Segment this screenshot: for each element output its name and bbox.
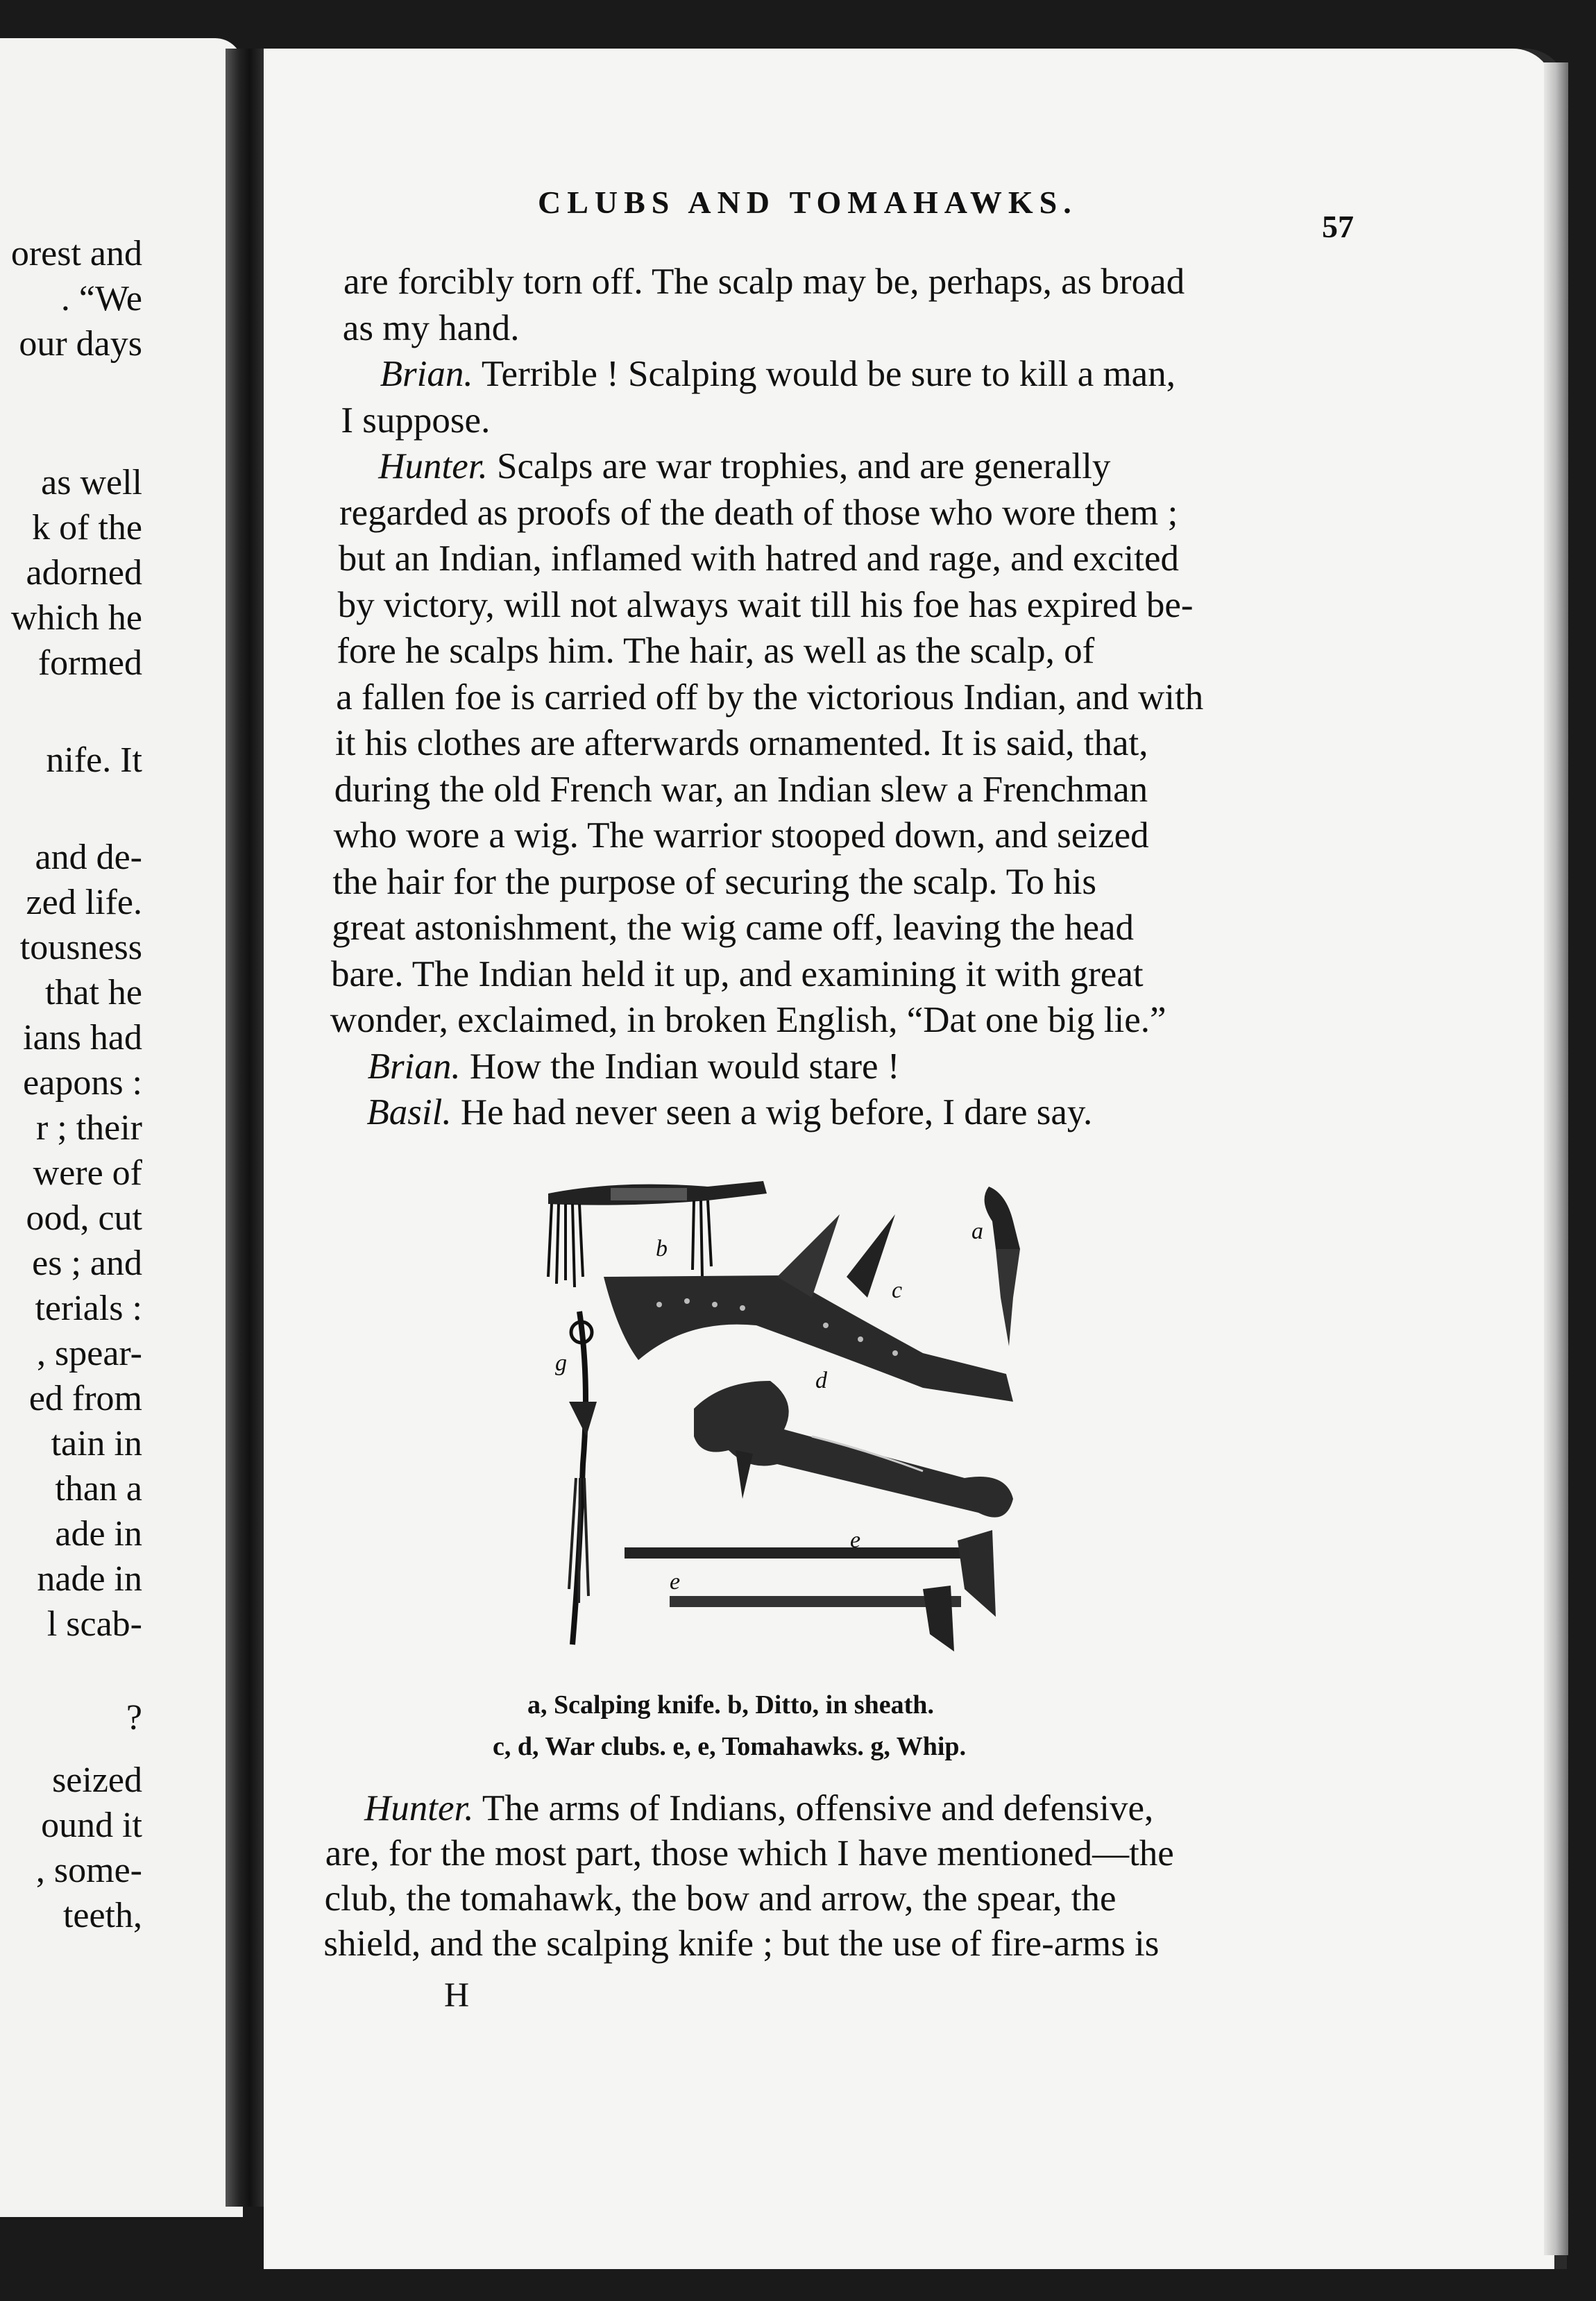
previous-page-line: ood, cut — [26, 1198, 142, 1238]
text-line — [332, 910, 1134, 946]
book-gutter — [226, 49, 266, 2207]
previous-page-line: tousness — [19, 928, 142, 967]
text-line — [336, 679, 1203, 716]
previous-page-line: , spear- — [37, 1334, 142, 1373]
previous-page-line: es ; and — [32, 1243, 142, 1283]
weapons-illustration — [534, 1173, 1089, 1686]
line-text: are forcibly torn off. The scalp may be, perhaps, as broad — [343, 262, 1185, 302]
line-text: wonder, exclaimed, in broken English, “Dat one big lie.” — [330, 1000, 1166, 1040]
previous-page-line: ians had — [23, 1018, 142, 1058]
line-text: it his clothes are afterwards ornamented. It is said, that, — [335, 723, 1148, 763]
previous-page-line: , some- — [35, 1851, 142, 1890]
label-b: b — [656, 1236, 668, 1262]
previous-page-line: ound it — [41, 1806, 142, 1845]
previous-page-line: that he — [44, 973, 142, 1012]
previous-page-line: ? — [126, 1698, 142, 1738]
text-line — [342, 307, 520, 348]
page-number: 57 — [1322, 209, 1354, 244]
speaker-name: Basil. — [366, 1092, 452, 1132]
line-text: club, the tomahawk, the bow and arrow, the spear, the — [324, 1878, 1117, 1919]
text-line — [334, 769, 1148, 810]
text-line — [325, 1880, 1117, 1917]
line-text: a fallen foe is carried off by the victorious Indian, and with — [336, 677, 1204, 718]
previous-page-line: orest and — [10, 234, 142, 273]
previous-page-line: our days — [19, 324, 142, 364]
line-text: by victory, will not always wait till his foe has expired be- — [337, 584, 1194, 625]
previous-page-line: and de- — [35, 838, 142, 877]
text-line — [337, 633, 1094, 670]
previous-page-line: nife. It — [46, 740, 142, 780]
text-line — [343, 264, 1185, 300]
line-text: He had never seen a wig before, I dare say. — [451, 1092, 1093, 1132]
label-g: g — [555, 1350, 567, 1376]
previous-page-line: ed from — [28, 1379, 142, 1418]
previous-page-line: seized — [52, 1760, 142, 1800]
speaker-name: Hunter. — [364, 1788, 474, 1828]
text-line — [334, 817, 1149, 854]
label-c: c — [892, 1277, 903, 1303]
speaker-name: Hunter. — [378, 446, 488, 486]
line-text: the hair for the purpose of securing the scalp. To his — [332, 861, 1097, 902]
text-line — [325, 1835, 1174, 1872]
previous-page-line: nade in — [37, 1559, 142, 1599]
label-a: a — [971, 1219, 983, 1244]
text-line — [368, 1048, 900, 1085]
line-text: The arms of Indians, offensive and defensive, — [473, 1788, 1154, 1828]
text-line — [364, 1790, 1153, 1827]
previous-page-line: tain in — [51, 1424, 142, 1463]
text-line — [323, 1926, 1159, 1962]
text-line — [366, 1094, 1092, 1131]
previous-page-line: . “We — [60, 279, 142, 319]
label-e2: e — [670, 1569, 681, 1595]
tomahawk-drawings — [625, 1530, 996, 1652]
previous-page-line: l scab- — [46, 1604, 142, 1644]
previous-page-line: k of the — [32, 508, 142, 547]
label-d: d — [815, 1368, 827, 1393]
line-text: regarded as proofs of the death of those who wore them ; — [339, 492, 1178, 533]
previous-page-line: r ; their — [35, 1108, 142, 1148]
sheath-drawing — [548, 1181, 767, 1287]
text-line — [331, 953, 1144, 994]
text-line — [339, 492, 1178, 533]
previous-page-line: which he — [10, 598, 142, 638]
figure-caption-line1: a, Scalping knife. b, Ditto, in sheath. — [527, 1690, 934, 1720]
previous-page-line: than a — [55, 1469, 142, 1509]
previous-page-line: were of — [33, 1153, 142, 1193]
text-line — [380, 356, 1175, 393]
line-text: but an Indian, inflamed with hatred and rage, and excited — [338, 538, 1179, 579]
previous-page-line: zed life. — [26, 883, 142, 922]
text-line — [335, 725, 1148, 762]
text-line — [338, 538, 1179, 579]
previous-page-line: eapons : — [23, 1063, 142, 1103]
figure-caption-line2: c, d, War clubs. e, e, Tomahawks. g, Whip. — [493, 1732, 967, 1761]
signature-mark: H — [444, 1975, 470, 2014]
text-line — [341, 402, 490, 439]
line-text: great astonishment, the wig came off, leaving the head — [332, 908, 1134, 948]
line-text: Scalps are war trophies, and are generally — [487, 446, 1111, 486]
text-line — [337, 584, 1194, 625]
line-text: during the old French war, an Indian slew a Frenchman — [334, 769, 1148, 810]
line-text: Terrible ! Scalping would be sure to kill a man, — [473, 354, 1175, 394]
line-text: How the Indian would stare ! — [460, 1046, 900, 1087]
speaker-name: Brian. — [380, 354, 473, 394]
line-text: I suppose. — [341, 400, 491, 441]
speaker-name: Brian. — [367, 1046, 461, 1087]
previous-page-line: ade in — [55, 1514, 142, 1554]
running-head: CLUBS AND TOMAHAWKS. — [538, 185, 1078, 220]
line-text: bare. The Indian held it up, and examining it with great — [331, 953, 1144, 994]
war-club-d-drawing — [694, 1381, 1013, 1518]
previous-page-line: formed — [37, 643, 142, 683]
text-line — [378, 448, 1110, 485]
label-e1: e — [850, 1527, 861, 1553]
previous-page-line: as well — [41, 463, 142, 502]
previous-page-line: teeth, — [62, 1896, 142, 1935]
line-text: shield, and the scalping knife ; but the use of fire-arms is — [323, 1924, 1160, 1964]
text-line — [330, 1002, 1166, 1039]
previous-page-line: terials : — [35, 1289, 142, 1328]
previous-page-line: adorned — [26, 553, 142, 593]
line-text: are, for the most part, those which I have mentioned—the — [325, 1833, 1174, 1874]
line-text: fore he scalps him. The hair, as well as the scalp, of — [337, 631, 1095, 671]
page-edge — [1544, 62, 1568, 2255]
text-line — [332, 861, 1097, 902]
scalping-knife-drawing — [985, 1187, 1020, 1346]
whip-drawing — [569, 1311, 597, 1645]
line-text: who wore a wig. The warrior stooped down, and seized — [333, 815, 1149, 856]
line-text: as my hand. — [342, 307, 520, 348]
